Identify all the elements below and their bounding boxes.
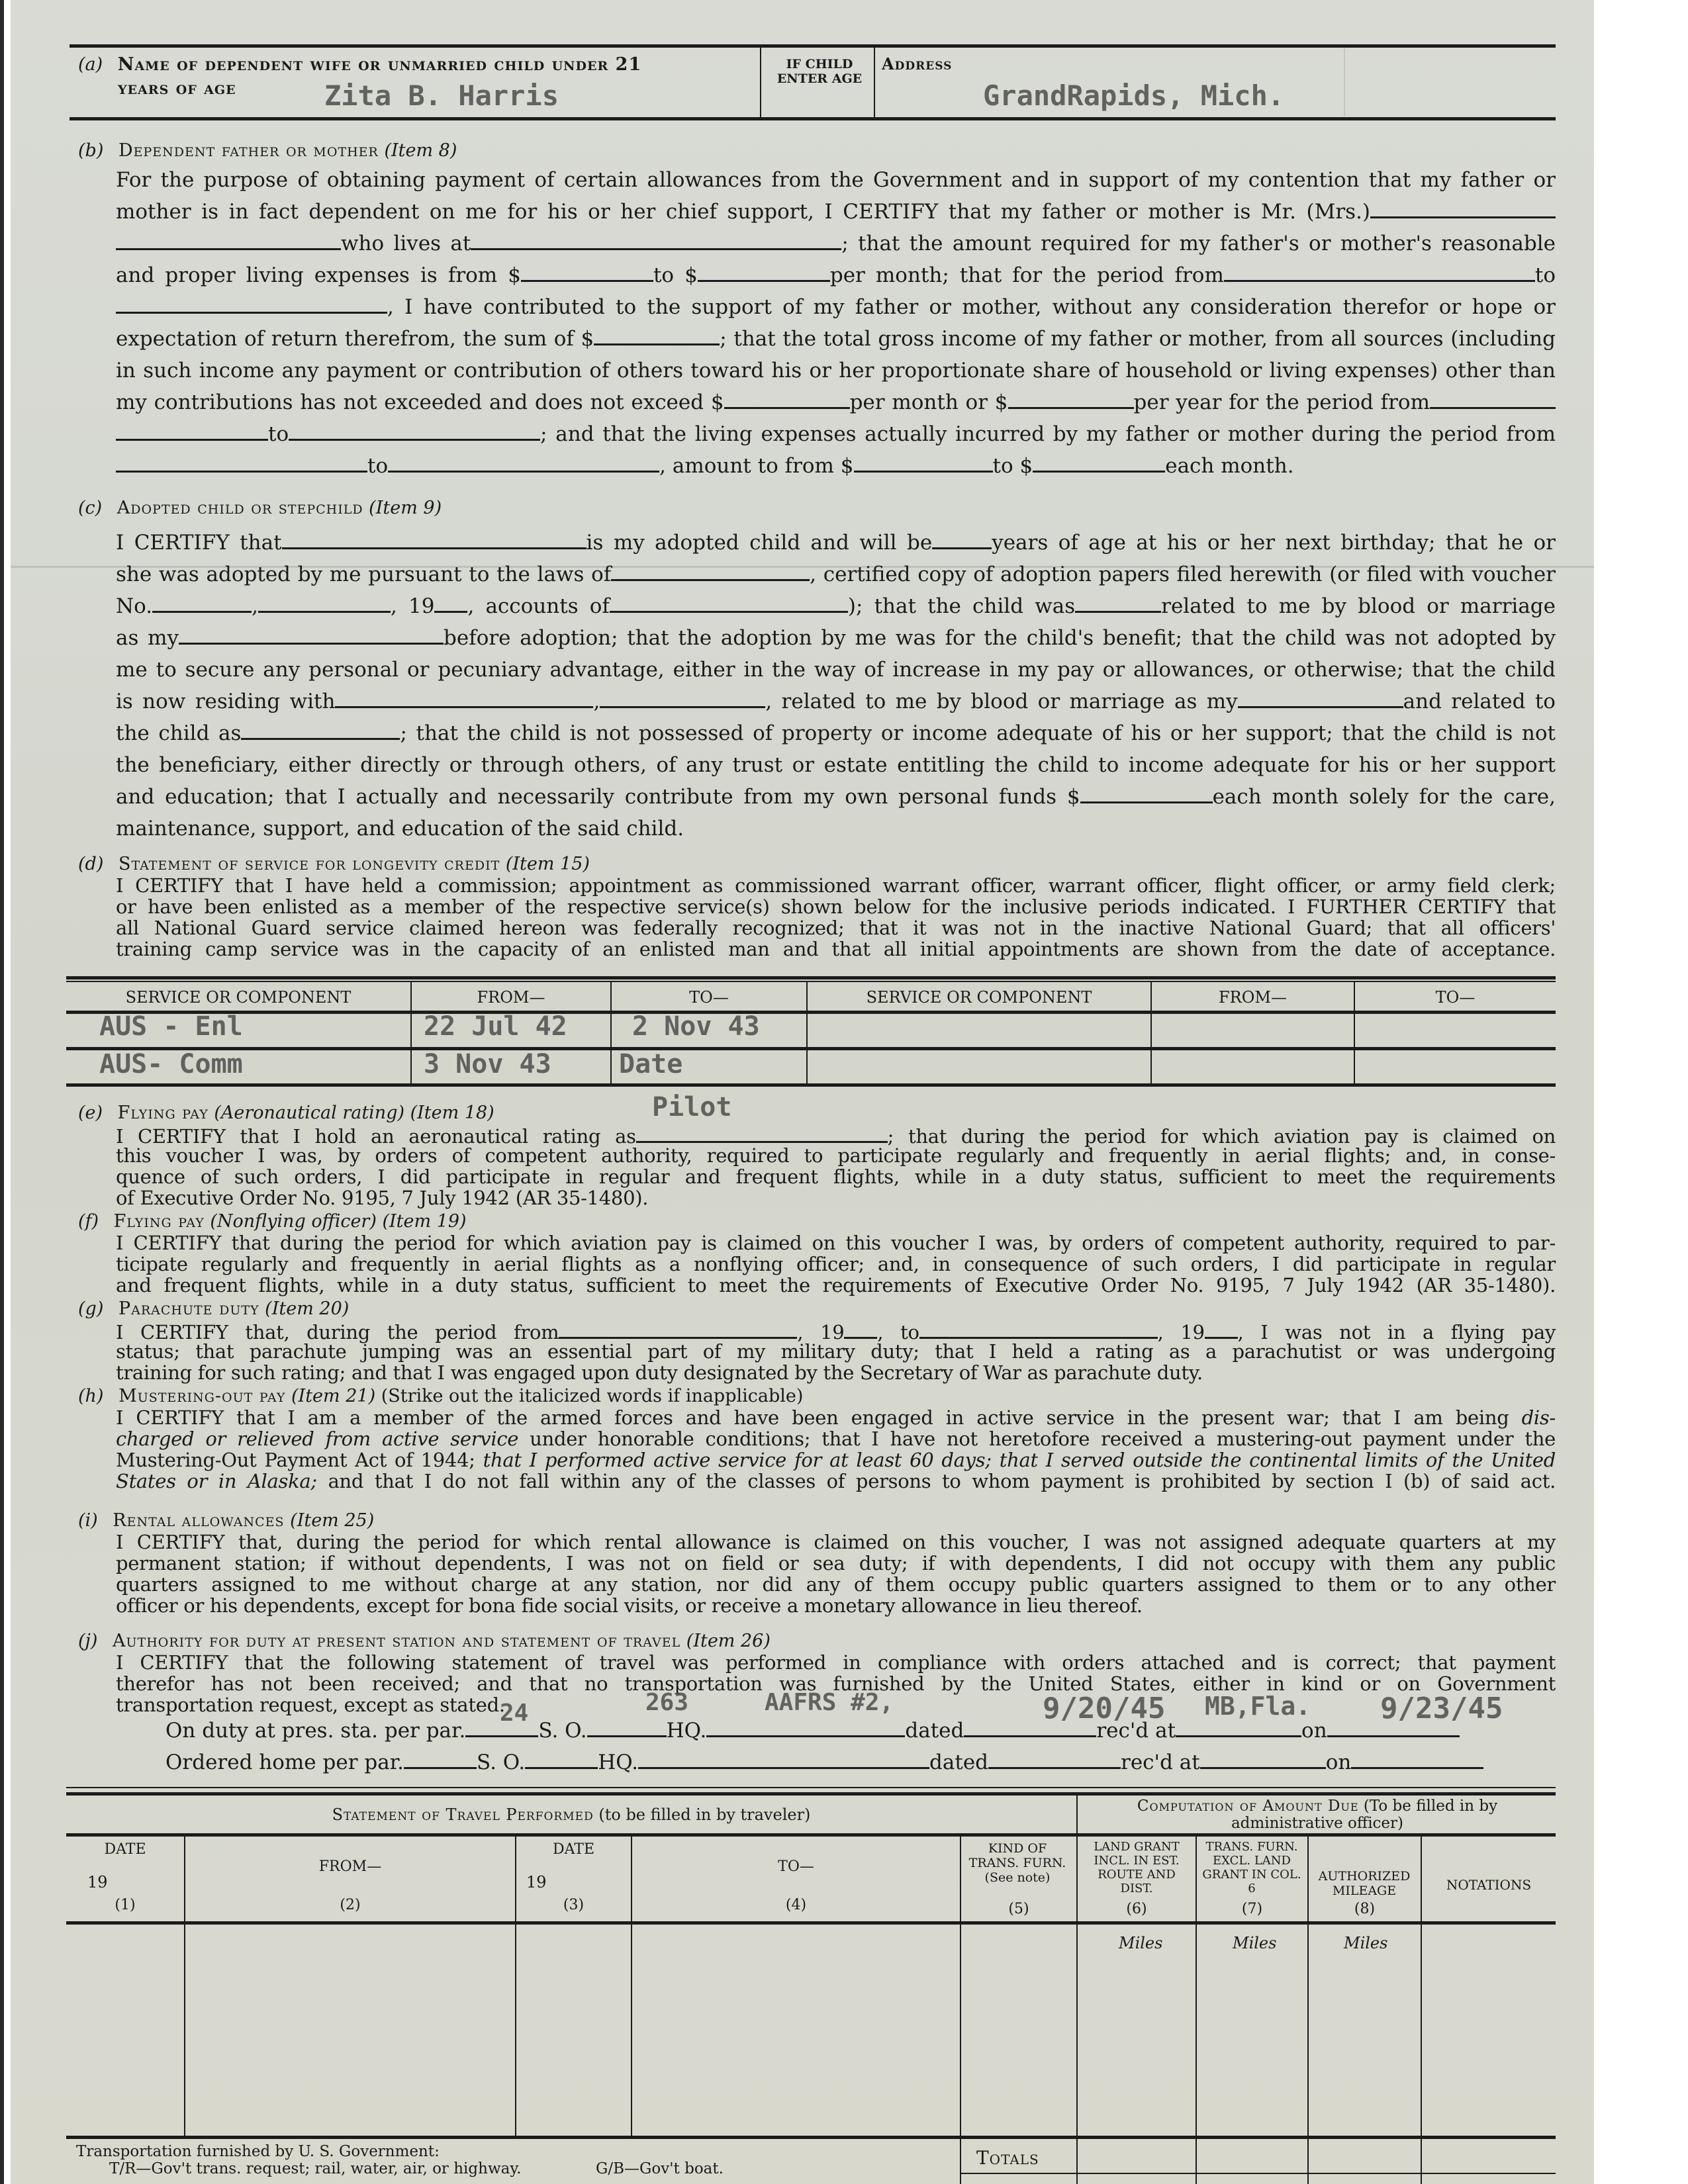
rating-field[interactable] [636, 1124, 888, 1143]
section-h-line-4: States or in Alaska; and that I do not fall within any of the classes of persons to whom payment is prohibited by section I (b) of said act. [116, 1470, 1556, 1492]
ordered-home-hq-field[interactable] [638, 1750, 929, 1769]
section-j-item: (Item 26) [686, 1631, 771, 1651]
transport-note-gb: G/B—Gov't boat. [596, 2160, 724, 2177]
section-b-line-3: who lives at ; that the amount required for my father's or mother's reasonable [116, 230, 1556, 257]
service-row-2-from[interactable]: 3 Nov 43 [424, 1049, 551, 1079]
transport-note-title: Transportation furnished by U. S. Government: [76, 2143, 440, 2160]
expense-from-field[interactable] [521, 263, 653, 282]
travel-title-right: Computation of Amount Due (To be filled in by administrative officer) [1137, 1797, 1498, 1832]
col-6-number: (6) [1126, 1901, 1147, 1917]
section-c-line-1: I CERTIFY that is my adopted child and will be years of age at his or her next birthday; that he or [116, 531, 1556, 555]
section-e-item: (Item 18) [410, 1103, 494, 1123]
section-h-heading: Mustering-out pay [118, 1386, 286, 1406]
income-year-field[interactable] [1008, 390, 1134, 409]
ordered-home-on-field[interactable] [1351, 1750, 1483, 1769]
header-to: TO— [689, 988, 729, 1007]
travel-entries-area[interactable] [68, 1926, 959, 2134]
section-letter: (j) [78, 1631, 98, 1651]
section-e-line-1: I CERTIFY that I hold an aeronautical rating as ; that during the period for which aviation pay is claimed on [116, 1125, 1556, 1148]
aeronautical-rating-value[interactable]: Pilot [652, 1092, 732, 1122]
expense-to-field[interactable] [698, 263, 830, 282]
section-d-line-1: I CERTIFY that I have held a commission; appointment as commissioned warrant officer, warrant officer, flight officer, or army field clerk; [116, 874, 1556, 897]
col-3-number: (3) [563, 1897, 585, 1913]
section-c-line-4: as my before adoption; that the adoption by me was for the child's benefit; that the child was not adopted by [116, 626, 1556, 650]
on-duty-recd-value[interactable]: MB,Fla. [1205, 1692, 1311, 1721]
parachute-to-year-field[interactable] [1205, 1320, 1238, 1339]
period-from-field[interactable] [1224, 263, 1535, 282]
section-letter: (e) [78, 1103, 103, 1123]
ordered-home-par-field[interactable] [404, 1750, 477, 1769]
on-duty-so-value[interactable]: 263 [645, 1689, 689, 1716]
on-duty-on-value[interactable]: 9/23/45 [1380, 1692, 1503, 1725]
section-letter: (g) [78, 1298, 104, 1319]
section-h-line-3: Mustering-Out Payment Act of 1944; that I performed active service for at least 60 days; that I served outside the continental limits of the United [116, 1449, 1556, 1471]
child-age-field[interactable] [932, 530, 992, 549]
col-5-header: KIND OF TRANS. FURN. (See note) [968, 1841, 1066, 1885]
section-d-item: (Item 15) [505, 854, 590, 874]
on-duty-par-value[interactable]: 24 [500, 1700, 529, 1727]
section-b-line-7: in such income any payment or contribution of others toward his or her proportionate share of household or living expenses) other than [116, 359, 1556, 383]
header-from: FROM— [477, 988, 545, 1007]
section-i-line-1: I CERTIFY that, during the period for which rental allowance is claimed on this voucher, I was not assigned adequate quarters at my [116, 1531, 1556, 1553]
income-period-to-field[interactable] [289, 422, 540, 441]
col-notations-header: NOTATIONS [1446, 1877, 1532, 1893]
ordered-home-recd-field[interactable] [1200, 1750, 1326, 1769]
section-e-line-4: of Executive Order No. 9195, 7 July 1942 (AR 35-1480). [116, 1187, 649, 1209]
col-7-header: TRANS. FURN. EXCL. LAND GRANT IN COL. 6 [1202, 1840, 1301, 1895]
section-g-line-1: I CERTIFY that, during the period from , 19 , to , 19 , I was not in a flying pay [116, 1321, 1556, 1343]
section-j-line-2: therefor has not been received; and that no transportation was furnished by the United States, either in kind or on Government [116, 1672, 1556, 1695]
child-relation-field[interactable] [1075, 594, 1161, 613]
expense-amount-from-field[interactable] [854, 453, 993, 473]
section-i-heading: Rental allowances [113, 1510, 285, 1531]
age-label-line1: IF CHILD [786, 57, 853, 71]
service-row-2-to[interactable]: Date [619, 1049, 683, 1079]
dependent-name-value[interactable]: Zita B. Harris [324, 79, 559, 112]
section-i-line-2: permanent station; if without dependents, I was not on field or sea duty; if with dependents, I did not occupy with them any public [116, 1552, 1556, 1574]
section-c-line-6: is now residing with , , related to me by blood or marriage as my and related to [116, 690, 1556, 713]
section-i-item: (Item 25) [290, 1510, 375, 1531]
section-b-line-2: mother is in fact dependent on me for his or her chief support, I CERTIFY that my father or mother is Mr. (Mrs.) [116, 199, 1556, 225]
expense-amount-to-field[interactable] [1033, 453, 1165, 473]
header-to-2: TO— [1435, 988, 1476, 1007]
section-letter: (c) [78, 498, 103, 518]
section-b-heading: Dependent father or mother [118, 140, 379, 161]
on-duty-recd-field[interactable] [1176, 1718, 1301, 1737]
service-row-1-component[interactable]: AUS - Enl [99, 1011, 243, 1042]
section-h-note: (Strike out the italicized words if inapplicable) [381, 1386, 804, 1406]
section-f-heading: Flying pay [113, 1211, 205, 1232]
section-h-line-2: charged or relieved from active service under honorable conditions; that I have not heretofore received a mustering-out payment under the [116, 1428, 1556, 1450]
col-5-number: (5) [1008, 1901, 1029, 1917]
col-8-miles-unit: Miles [1344, 1934, 1388, 1952]
section-f-item: (Item 19) [382, 1211, 467, 1232]
expense-period-from-field[interactable] [116, 453, 367, 473]
col-6-miles-unit: Miles [1119, 1934, 1163, 1952]
section-letter: (h) [78, 1386, 104, 1406]
section-b-line-4: and proper living expenses is from $ to $ per month; that for the period from to [116, 263, 1556, 287]
accounts-of-field[interactable] [610, 594, 848, 613]
section-h-line-1: I CERTIFY that I am a member of the armed forces and have been engaged in active service in the present war; that I am being dis- [116, 1406, 1556, 1429]
scan-edge [0, 0, 4, 2184]
section-c-item: (Item 9) [369, 498, 442, 518]
section-c-line-2: she was adopted by me pursuant to the laws of , certified copy of adoption papers filed herewith (or filed with voucher [116, 563, 1556, 586]
parachute-to-field[interactable] [919, 1320, 1158, 1339]
section-a-heading-line2: years of age [118, 78, 236, 99]
monthly-funds-field[interactable] [1080, 784, 1213, 803]
section-b-line-1: For the purpose of obtaining payment of certain allowances from the Government and in support of my contention that my father or [116, 168, 1556, 192]
col-6-header: LAND GRANT INCL. IN EST. ROUTE AND DIST. [1094, 1840, 1180, 1895]
header-service: SERVICE OR COMPONENT [125, 988, 352, 1007]
section-h-item: (Item 21) [291, 1386, 376, 1406]
ordered-home-so-field[interactable] [525, 1750, 598, 1769]
section-j-line-1: I CERTIFY that the following statement of travel was performed in compliance with orders attached and is correct; that payment [116, 1651, 1556, 1674]
section-b-line-5: , I have contributed to the support of my father or mother, without any consideration therefor or hope or [116, 294, 1556, 320]
section-d-line-2: or have been enlisted as a member of the respective service(s) shown below for the inclusive periods indicated. I FURTHER CERTIFY that [116, 895, 1556, 918]
col-7-miles-unit: Miles [1233, 1934, 1277, 1952]
section-e-subheading: (Aeronautical rating) [214, 1103, 405, 1123]
section-d-heading: Statement of service for longevity credit [118, 854, 500, 874]
service-row-1-from[interactable]: 22 Jul 42 [424, 1011, 567, 1042]
col-3-year: 19 [526, 1873, 547, 1891]
expense-period-to-field[interactable] [388, 453, 659, 473]
section-f-line-1: I CERTIFY that during the period for which aviation pay is claimed on this voucher I was, by orders of competent authority, required to par- [116, 1232, 1556, 1254]
col-7-number: (7) [1241, 1901, 1263, 1917]
section-e-heading: Flying pay [117, 1103, 209, 1123]
section-e-line-3: quence of such orders, I did participate in regular and frequent flights, while in a duty status, sufficient to meet the requirements [116, 1165, 1556, 1188]
voucher-year-field[interactable] [434, 594, 467, 613]
section-e-line-2: this voucher I was, by orders of competent authority, required to participate regularly and frequently in aerial flights; and, in conse- [116, 1144, 1556, 1167]
contribution-sum-field[interactable] [594, 326, 720, 345]
service-row-2-component[interactable]: AUS- Comm [99, 1049, 243, 1079]
header-service-2: SERVICE OR COMPONENT [866, 988, 1092, 1007]
section-c-line-8: the beneficiary, either directly or through others, of any trust or estate entitling the child to income adequate for his or her support [116, 753, 1556, 777]
col-1-year: 19 [87, 1873, 108, 1891]
dependent-address-value[interactable]: GrandRapids, Mich. [983, 79, 1285, 112]
on-duty-hq-field[interactable] [706, 1718, 905, 1737]
income-period-from-field[interactable] [1430, 390, 1556, 409]
section-b-line-10: to , amount to from $ to $ each month. [116, 453, 1556, 479]
col-4-number: (4) [785, 1897, 807, 1913]
income-month-field[interactable] [724, 390, 850, 409]
section-c-line-10: maintenance, support, and education of the said child. [116, 817, 684, 841]
col-4-header: TO— [778, 1858, 814, 1875]
col-2-header: FROM— [318, 1858, 382, 1875]
section-c-line-7: the child as ; that the child is not possessed of property or income adequate of his or her support; that the child is not [116, 721, 1556, 745]
on-duty-hq-value[interactable]: AAFRS #2, [765, 1689, 894, 1716]
section-c-heading: Adopted child or stepchild [117, 498, 363, 518]
service-row-1-to[interactable]: 2 Nov 43 [632, 1011, 760, 1042]
header-from-2: FROM— [1219, 988, 1287, 1007]
section-b-line-8: my contributions has not exceeded and does not exceed $ per month or $ per year for the period from [116, 389, 1556, 416]
residing-with-field-2[interactable] [600, 689, 765, 708]
parachute-from-year-field[interactable] [844, 1320, 877, 1339]
on-duty-so-field[interactable] [587, 1718, 667, 1737]
section-c-line-3: No. , , 19 , accounts of ); that the child was related to me by blood or marriage [116, 594, 1556, 618]
section-letter: (i) [78, 1510, 98, 1531]
section-a-heading: Name of dependent wife or unmarried child under 21 [117, 54, 642, 75]
parent-address-field[interactable] [471, 231, 841, 250]
section-g-heading: Parachute duty [118, 1298, 259, 1319]
section-g-item: (Item 20) [265, 1298, 350, 1319]
col-2-number: (2) [340, 1897, 361, 1913]
col-1-number: (1) [115, 1897, 136, 1913]
section-letter: (f) [78, 1211, 99, 1232]
section-b-line-9: to ; and that the living expenses actually incurred by my father or mother during the period from [116, 421, 1556, 447]
adopted-child-name-field[interactable] [282, 530, 586, 549]
section-i-line-4: officer or his dependents, except for bona fide social visits, or receive a monetary allowance in lieu thereof. [116, 1594, 1143, 1617]
ordered-home-dated-field[interactable] [988, 1750, 1121, 1769]
section-f-line-2: ticipate regularly and frequently in aerial flights as a nonflying officer; and, in consequence of such orders, I did participate in regular [116, 1253, 1556, 1275]
section-g-line-3: training for such rating; and that I was engaged upon duty designated by the Secretary of War as parachute duty. [116, 1361, 1203, 1384]
section-j-heading: Authority for duty at present station and statement of travel [113, 1631, 681, 1651]
section-c-line-9: and education; that I actually and necessarily contribute from my own personal funds $ each month solely for the care, [116, 785, 1556, 809]
section-d-line-4: training camp service was in the capacity of an enlisted man and that all initial appointments are shown from the date of acceptance. [116, 938, 1556, 960]
section-letter: (b) [78, 140, 104, 161]
child-relation-as-field[interactable] [241, 721, 400, 740]
section-f-subheading: (Nonflying officer) [210, 1211, 377, 1232]
residing-with-field[interactable] [335, 689, 593, 708]
col-3-header: DATE [552, 1841, 595, 1858]
adoption-laws-field[interactable] [611, 562, 810, 581]
travel-title-left: Statement of Travel Performed (to be filled in by traveler) [332, 1805, 811, 1824]
col-8-header: AUTHORIZED MILEAGE [1318, 1869, 1411, 1898]
parent-name-field[interactable] [1370, 199, 1556, 218]
age-label-line2: ENTER AGE [776, 71, 863, 86]
income-period-start-field[interactable] [116, 422, 268, 441]
faint-column-line [1344, 48, 1345, 116]
voucher-date-field[interactable] [258, 594, 391, 613]
residing-relation-field[interactable] [1238, 689, 1403, 708]
on-duty-line: On duty at pres. sta. per par. S. O. HQ. dated rec'd at on [165, 1718, 1460, 1743]
section-b-item: (Item 8) [384, 140, 457, 161]
section-i-line-3: quarters assigned to me without charge at any station, nor did any of them occupy public quarters assigned to them or to any other [116, 1573, 1556, 1596]
section-letter: (d) [78, 854, 104, 874]
section-d-line-3: all National Guard service claimed hereon was federally recognized; that it was not in the inactive National Guard; that all officers' [116, 917, 1556, 939]
section-g-line-2: status; that parachute jumping was an essential part of my military duty; that I held a rating as a parachutist or was undergoing [116, 1340, 1556, 1363]
section-b-line-6: expectation of return therefrom, the sum of $ ; that the total gross income of my father or mother, from all sources (including [116, 327, 1556, 351]
col-1-header: DATE [104, 1841, 146, 1858]
voucher-no-field[interactable] [152, 594, 252, 613]
on-duty-dated-value[interactable]: 9/20/45 [1043, 1692, 1166, 1725]
ordered-home-line: Ordered home per par. S. O. HQ. dated rec'd at on [165, 1750, 1483, 1774]
parachute-from-field[interactable] [559, 1320, 797, 1339]
address-label: Address [882, 54, 953, 73]
transport-note-tr: T/R—Gov't trans. request; rail, water, air, or highway. [109, 2160, 522, 2177]
section-f-line-3: and frequent flights, while in a duty status, sufficient to meet the requirements of Executive Order No. 9195, 7 July 1942 (AR 35-1480). [116, 1274, 1556, 1297]
section-j-line-3: transportation request, except as stated. [116, 1694, 505, 1716]
col-8-number: (8) [1354, 1901, 1376, 1917]
section-c-line-5: me to secure any personal or pecuniary advantage, either in the way of increase in my pay or allowances, or otherwise; that the child [116, 658, 1556, 682]
totals-label: Totals [976, 2147, 1039, 2169]
prior-relation-field[interactable] [179, 625, 444, 645]
section-letter: (a) [78, 54, 103, 75]
parent-name-field-cont[interactable] [116, 231, 341, 250]
period-to-field[interactable] [116, 295, 387, 314]
